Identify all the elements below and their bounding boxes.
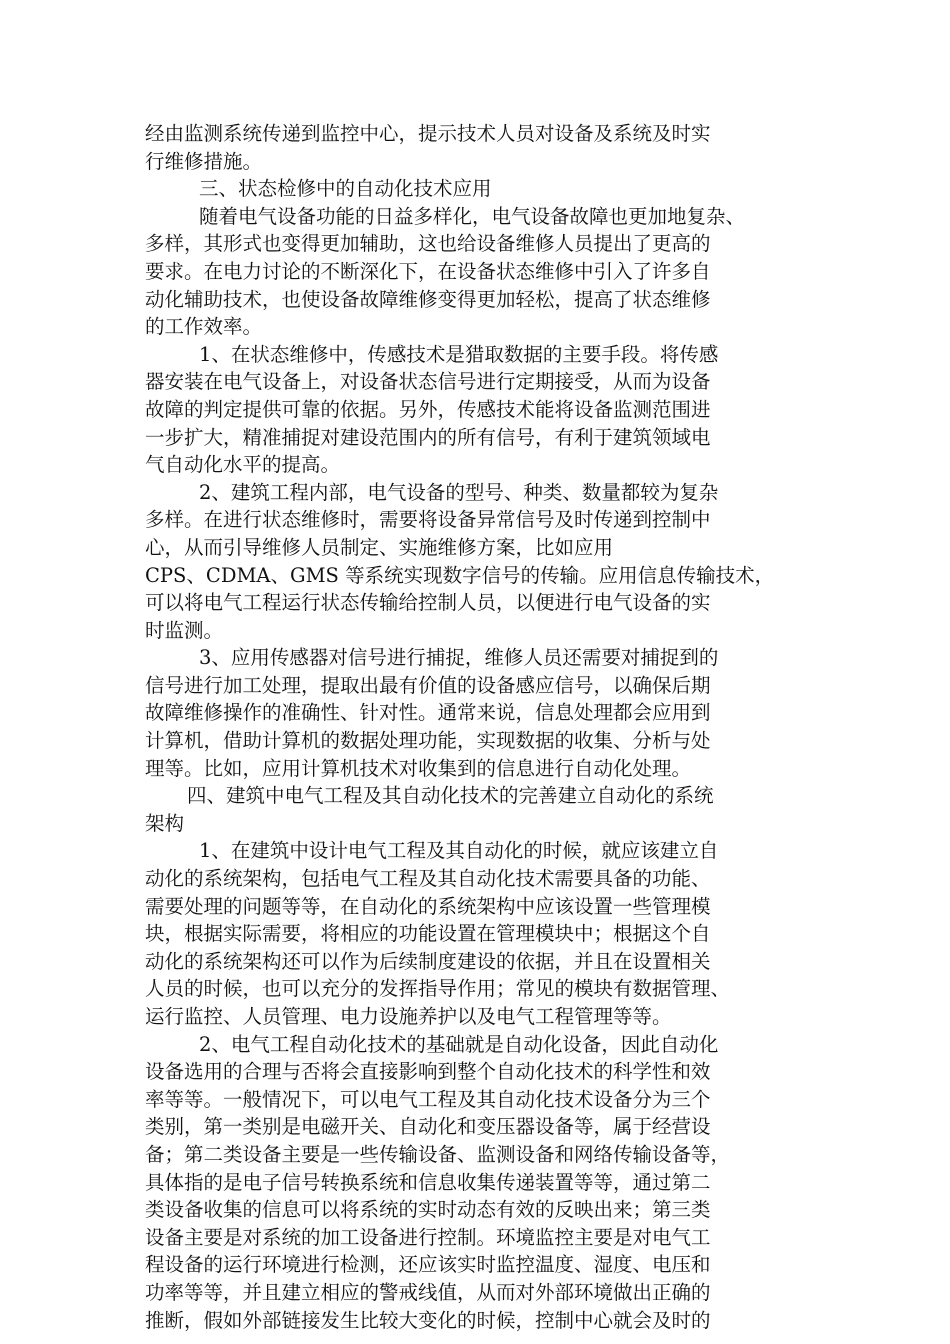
text-line: 功率等等，并且建立相应的警戒线值，从而对外部环境做出正确的	[145, 1280, 711, 1304]
text-line: 一步扩大，精准捕捉对建设范围内的所有信号，有利于建筑领域电	[145, 425, 711, 449]
text-line: 具体指的是电子信号转换系统和信息收集传递装置等等，通过第二	[145, 1170, 711, 1194]
text-line: 块，根据实际需要，将相应的功能设置在管理模块中；根据这个自	[145, 922, 711, 946]
text-line: 人员的时候，也可以充分的发挥指导作用；常见的模块有数据管理、	[145, 977, 731, 1001]
text-line: 多样。在进行状态维修时，需要将设备异常信号及时传递到控制中	[145, 508, 711, 532]
text-line: 动化辅助技术，也使设备故障维修变得更加轻松，提高了状态维修	[145, 287, 711, 311]
section-heading: 架构	[145, 811, 185, 835]
text-line: 气自动化水平的提高。	[145, 453, 341, 477]
text-line: 运行监控、人员管理、电力设施养护以及电气工程管理等等。	[145, 1005, 672, 1028]
text-line: 备；第二类设备主要是一些传输设备、监测设备和网络传输设备等，	[145, 1142, 731, 1166]
text-line: 设备选用的合理与否将会直接影响到整个自动化技术的科学性和效	[145, 1060, 711, 1084]
text-line: 器安装在电气设备上，对设备状态信号进行定期接受，从而为设备	[145, 370, 711, 394]
text-line: 信号进行加工处理，提取出最有价值的设备感应信号，以确保后期	[145, 673, 711, 697]
text-line: 要求。在电力讨论的不断深化下，在设备状态维修中引入了许多自	[145, 259, 711, 283]
text-line: 设备主要是对系统的加工设备进行控制。环境监控主要是对电气工	[145, 1225, 711, 1249]
text-line: 类设备收集的信息可以将系统的实时动态有效的反映出来；第三类	[145, 1198, 711, 1222]
text-line: 可以将电气工程运行状态传输给控制人员，以便进行电气设备的实	[145, 591, 711, 615]
text-line: CPS、CDMA、GMS 等系统实现数字信号的传输。应用信息传输技术，	[145, 563, 775, 587]
section-heading: 三、状态检修中的自动化技术应用	[199, 177, 492, 201]
text-line: 随着电气设备功能的日益多样化，电气设备故障也更加地复杂、	[199, 204, 746, 228]
text-line: 故障的判定提供可靠的依据。另外，传感技术能将设备监测范围进	[145, 397, 711, 421]
text-line: 理等。比如，应用计算机技术对收集到的信息进行自动化处理。	[145, 756, 692, 780]
text-line: 行维修措施。	[145, 149, 263, 173]
text-line: 1、在建筑中设计电气工程及其自动化的时候，就应该建立自	[199, 839, 719, 863]
text-line: 时监测。	[145, 618, 224, 642]
text-line: 的工作效率。	[145, 315, 263, 339]
text-line: 类别，第一类别是电磁开关、自动化和变压器设备等，属于经营设	[145, 1115, 711, 1139]
text-line: 需要处理的问题等等，在自动化的系统架构中应该设置一些管理模	[145, 894, 711, 918]
text-line: 3、应用传感器对信号进行捕捉，维修人员还需要对捕捉到的	[199, 646, 719, 670]
text-line: 推断，假如外部链接发生比较大变化的时候，控制中心就会及时的	[145, 1308, 711, 1332]
text-line: 经由监测系统传递到监控中心，提示技术人员对设备及系统及时实	[145, 122, 711, 145]
section-heading: 四、建筑中电气工程及其自动化技术的完善建立自动化的系统	[187, 784, 714, 808]
document-page	[145, 120, 825, 1334]
text-line: 计算机，借助计算机的数据处理功能，实现数据的收集、分析与处	[145, 729, 711, 753]
text-line: 率等等。一般情况下，可以电气工程及其自动化技术设备分为三个	[145, 1087, 711, 1111]
text-line: 程设备的运行环境进行检测，还应该实时监控温度、湿度、电压和	[145, 1253, 711, 1277]
text-line: 1、在状态维修中，传感技术是猎取数据的主要手段。将传感	[199, 342, 719, 366]
text-line: 多样，其形式也变得更加辅助，这也给设备维修人员提出了更高的	[145, 232, 711, 256]
text-line: 动化的系统架构还可以作为后续制度建设的依据，并且在设置相关	[145, 949, 711, 973]
text-line: 动化的系统架构，包括电气工程及其自动化技术需要具备的功能、	[145, 867, 711, 891]
text-line: 2、建筑工程内部，电气设备的型号、种类、数量都较为复杂	[199, 480, 719, 504]
text-line: 故障维修操作的准确性、针对性。通常来说，信息处理都会应用到	[145, 701, 711, 725]
text-line: 心，从而引导维修人员制定、实施维修方案，比如应用	[145, 535, 614, 559]
text-line: 2、电气工程自动化技术的基础就是自动化设备，因此自动化	[199, 1032, 719, 1056]
